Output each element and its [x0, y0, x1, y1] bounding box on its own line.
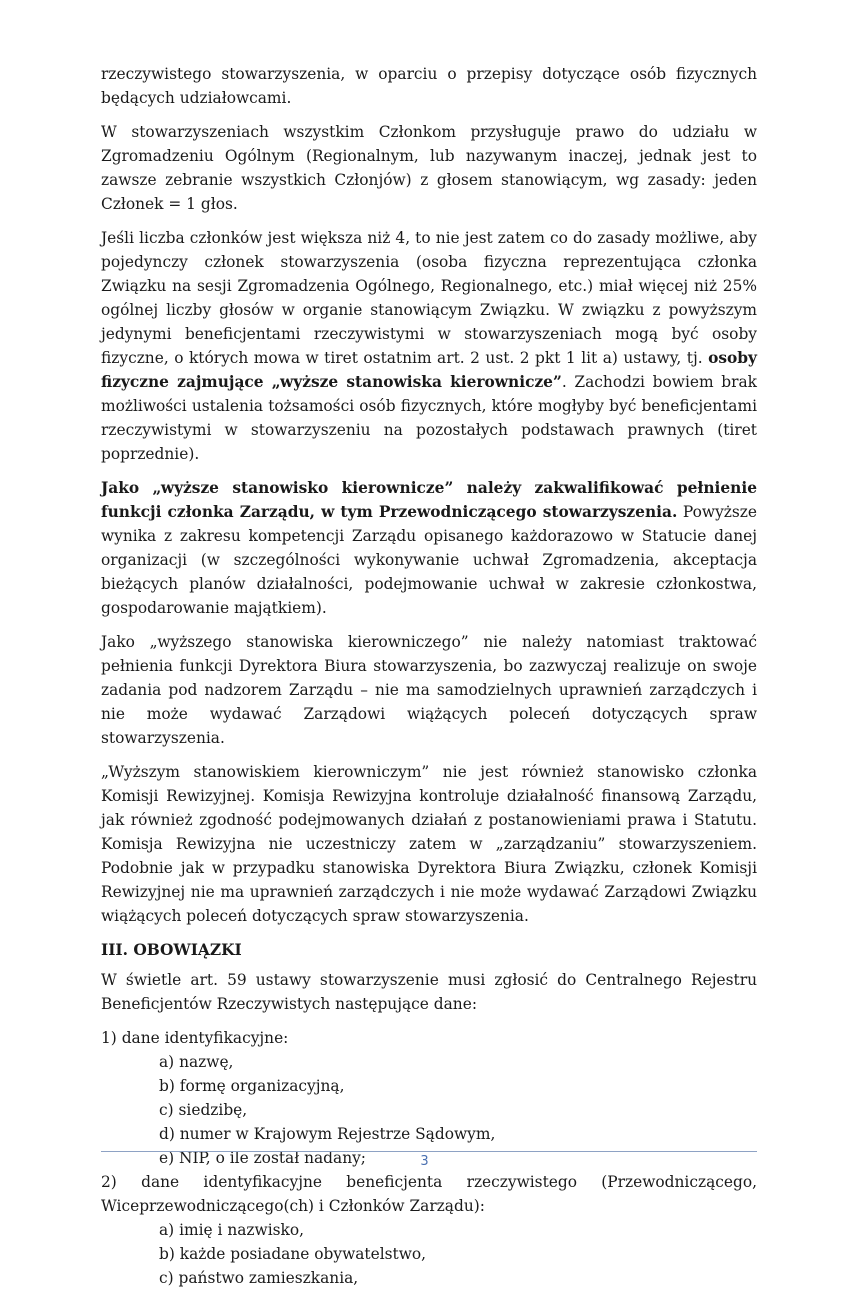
list-item: e) NIP, o ile został nadany; — [159, 1149, 366, 1167]
list — [101, 1050, 757, 1170]
list-item: c) państwo zamieszkania, — [159, 1269, 359, 1287]
paragraph-text: . Zachodzi bowiem brak możliwości ustalenia tożsamości osób fizycznych, które mogłyby być beneficjentami rzeczywistymi w stowarzyszeniu na pozostałych podstawach prawnych (tiret poprzednie). — [101, 373, 757, 463]
list-item: d) numer w Krajowym Rejestrze Sądowym, — [159, 1125, 496, 1143]
list-item: a) imię i nazwisko, — [159, 1221, 305, 1239]
paragraph: W stowarzyszeniach wszystkim Członkom przysługuje prawo do udziału w Zgromadzeniu Ogólnym (Regionalnym, lub nazywanym inaczej, jednak jest to zawsze zebranie wszystkich Członjów) z głosem stanowiącym, wg zasady: jeden Członek = 1 głos. — [101, 123, 757, 213]
emphasis-text: Jako „wyższe stanowisko kierownicze” należy zakwalifikować pełnienie funkcji członka Zarządu, w tym Przewodniczącego stowarzyszenia. — [101, 479, 757, 521]
section-intro: W świetle art. 59 ustawy stowarzyszenie musi zgłosić do Centralnego Rejestru Beneficjentów Rzeczywistych następujące dane: — [101, 971, 757, 1013]
section-heading: III. OBOWIĄZKI — [101, 941, 242, 959]
footer-divider — [101, 1151, 757, 1152]
paragraph-text: Powyższe wynika z zakresu kompetencji Zarządu opisanego każdorazowo w Statucie danej organizacji (w szczególności wykonywanie uchwał Zgromadzenia, akceptacja bieżących planów działalności, podejmowanie uchwał w zakresie członkostwa, gospodarowanie majątkiem). — [101, 503, 758, 617]
paragraph-text: Jeśli liczba członków jest większa niż 4, to nie jest zatem co do zasady możliwe, aby pojedynczy członek stowarzyszenia (osoba fizyczna reprezentująca członka Związku na sesji Zgromadzenia Ogólnego, Regionalnego, etc.) miał więcej niż 25% ogólnej liczby głosów w organie stanowiącym Związku. W związku z powyższym jedynymi beneficjentami rzeczywistymi w stowarzyszeniach mogą być osoby fizyczne, o których mowa w tiret ostatnim art. 2 ust. 2 pkt 1 lit a) ustawy, tj. — [101, 229, 757, 367]
emphasis-text: osoby fizyczne zajmujące „wyższe stanowiska kierownicze” — [101, 349, 757, 391]
document-body — [101, 62, 757, 1290]
paragraph — [101, 476, 757, 620]
list-title: 2) dane identyfikacyjne beneficjenta rzeczywistego (Przewodniczącego, Wiceprzewodniczącego(ch) i Członków Zarządu): — [101, 1173, 757, 1215]
list-item: a) nazwę, — [159, 1053, 234, 1071]
list-item: c) siedzibę, — [159, 1101, 248, 1119]
paragraph: Jako „wyższego stanowiska kierowniczego” nie należy natomiast traktować pełnienia funkcji Dyrektora Biura stowarzyszenia, bo zazwyczaj realizuje on swoje zadania pod nadzorem Zarządu – nie ma samodzielnych uprawnień zarządczych i nie może wydawać Zarządowi wiążących poleceń dotyczących spraw stowarzyszenia. — [101, 633, 757, 747]
list — [101, 1218, 757, 1290]
paragraph: rzeczywistego stowarzyszenia, w oparciu o przepisy dotyczące osób fizycznych będących udziałowcami. — [101, 65, 757, 107]
paragraph: „Wyższym stanowiskiem kierowniczym” nie jest również stanowisko członka Komisji Rewizyjnej. Komisja Rewizyjna kontroluje działalność finansową Zarządu, jak również zgodność podejmowanych działań z postanowieniami prawa i Statutu. Komisja Rewizyjna nie uczestniczy zatem w „zarządzaniu” stowarzyszeniem. Podobnie jak w przypadku stanowiska Dyrektora Biura Związku, członek Komisji Rewizyjnej nie ma uprawnień zarządczych i nie może wydawać Zarządowi Związku wiążących poleceń dotyczących spraw stowarzyszenia. — [101, 763, 757, 925]
page-number: 3 — [420, 1154, 429, 1169]
list-title: 1) dane identyfikacyjne: — [101, 1029, 289, 1047]
paragraph — [101, 226, 757, 466]
list-item: b) formę organizacyjną, — [159, 1077, 345, 1095]
list-item: b) każde posiadane obywatelstwo, — [159, 1245, 427, 1263]
